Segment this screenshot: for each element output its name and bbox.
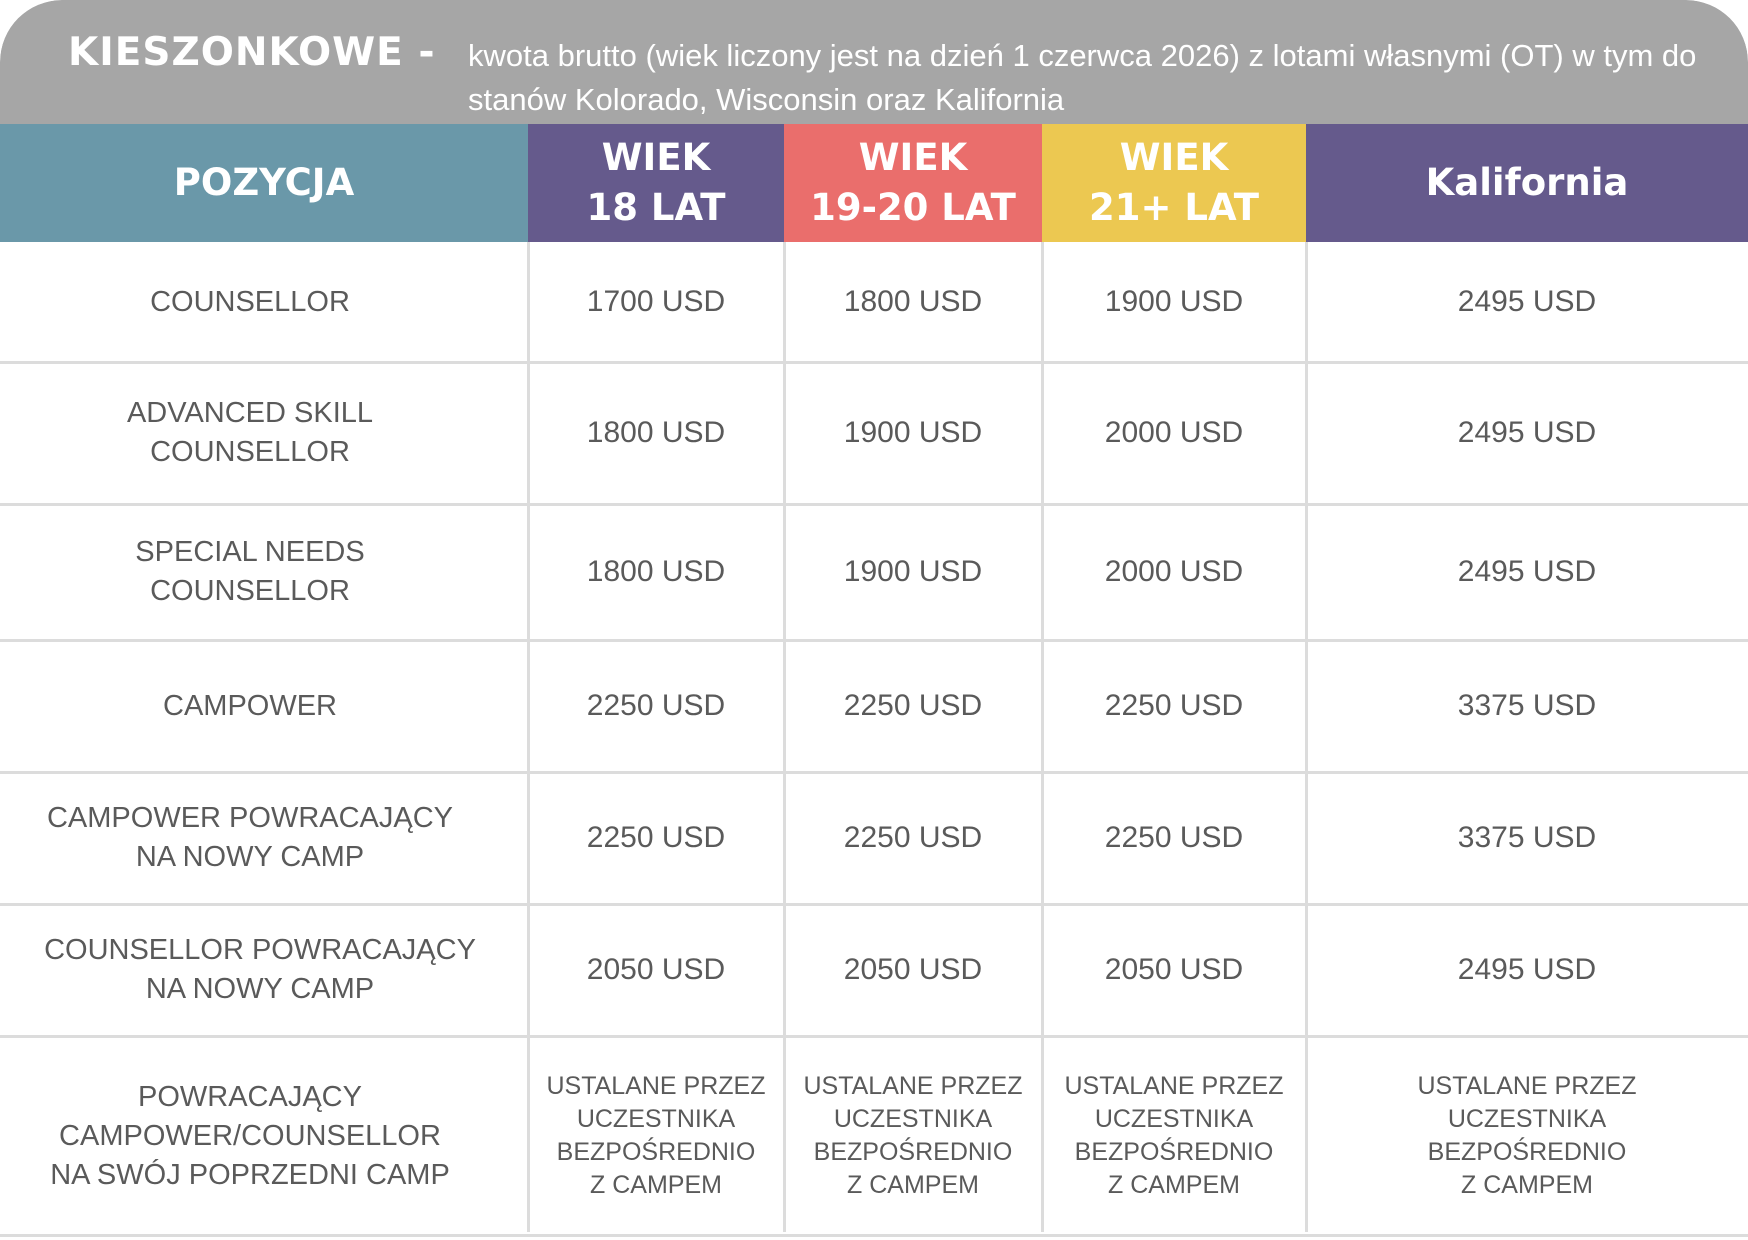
table-row	[0, 904, 1748, 1036]
header-wiek-21-line2: 21+ LAT	[1089, 186, 1259, 229]
header-wiek-21-line1: WIEK	[1119, 136, 1229, 179]
column-divider	[783, 242, 786, 1232]
header-wiek-18-line1: WIEK	[601, 136, 711, 179]
value-wiek-19-20: 2250 USD	[843, 821, 983, 854]
position-cell	[0, 504, 500, 640]
row-divider	[0, 771, 1748, 774]
title-main: KIESZONKOWE -	[68, 30, 436, 75]
header-wiek-19-20-line1: WIEK	[858, 136, 968, 179]
position-line: CAMPOWER/COUNSELLOR	[59, 1119, 441, 1152]
table-row	[0, 1036, 1748, 1236]
title-subtitle: kwota brutto (wiek liczony jest na dzień 1 czerwca 2026) z lotami własnymi (OT) w tym do stanów Kolorado, Wisconsin oraz Kalifornia	[468, 38, 1697, 117]
table-row	[0, 640, 1748, 772]
value-wiek-18: 2250 USD	[586, 689, 726, 722]
note-line: BEZPOŚREDNIO	[1427, 1138, 1627, 1166]
position-line: COUNSELLOR POWRACAJĄCY	[44, 934, 476, 966]
value-kalifornia: 2495 USD	[1457, 285, 1597, 318]
note-line: BEZPOŚREDNIO	[1074, 1138, 1274, 1166]
note-line: Z CAMPEM	[847, 1171, 979, 1199]
value-wiek-18: 1800 USD	[586, 416, 726, 449]
value-wiek-21: 1900 USD	[1104, 285, 1244, 318]
value-wiek-18: 2050 USD	[586, 953, 726, 986]
position-line: POWRACAJĄCY	[138, 1080, 362, 1113]
value-wiek-21: 2000 USD	[1104, 555, 1244, 588]
note-wiek-18	[528, 1036, 784, 1236]
position-line: COUNSELLOR	[150, 575, 350, 607]
note-line: Z CAMPEM	[1108, 1171, 1240, 1199]
position-line: NA SWÓJ POPRZEDNI CAMP	[50, 1158, 450, 1191]
note-line: BEZPOŚREDNIO	[813, 1138, 1013, 1166]
value-wiek-19-20: 2050 USD	[843, 953, 983, 986]
position-line: CAMPOWER	[163, 689, 337, 722]
column-divider	[1305, 242, 1308, 1232]
position-line: ADVANCED SKILL	[126, 397, 374, 429]
header-pozycja	[0, 124, 528, 242]
table-row	[0, 504, 1748, 640]
value-kalifornia: 2495 USD	[1457, 953, 1597, 986]
row-divider	[0, 1234, 1748, 1237]
value-wiek-21: 2250 USD	[1104, 821, 1244, 854]
note-line: UCZESTNIKA	[576, 1105, 736, 1133]
position-line: COUNSELLOR	[150, 285, 350, 318]
value-wiek-21: 2000 USD	[1104, 416, 1244, 449]
note-line: USTALANE PRZEZ	[1417, 1072, 1637, 1100]
header-kalifornia-label: Kalifornia	[1425, 161, 1629, 204]
note-kalifornia	[1306, 1036, 1748, 1236]
header-wiek-19-20-line2: 19-20 LAT	[810, 186, 1016, 229]
note-line: BEZPOŚREDNIO	[556, 1138, 756, 1166]
header-wiek-18-line2: 18 LAT	[586, 186, 726, 229]
position-cell	[0, 242, 500, 362]
title-bar	[0, 0, 1748, 124]
position-cell	[0, 362, 500, 504]
position-line: NA NOWY CAMP	[145, 973, 375, 1005]
value-wiek-19-20: 1900 USD	[843, 416, 983, 449]
note-line: UCZESTNIKA	[1094, 1105, 1254, 1133]
position-line: COUNSELLOR	[150, 436, 350, 468]
note-wiek-19-20	[784, 1036, 1042, 1236]
note-line: USTALANE PRZEZ	[803, 1072, 1023, 1100]
note-line: USTALANE PRZEZ	[546, 1072, 766, 1100]
value-wiek-18: 1800 USD	[586, 555, 726, 588]
table-header-row	[0, 124, 1748, 242]
row-divider	[0, 639, 1748, 642]
note-wiek-21	[1042, 1036, 1306, 1236]
column-divider	[527, 242, 530, 1232]
header-pozycja-label: POZYCJA	[173, 161, 355, 204]
value-wiek-19-20: 1800 USD	[843, 285, 983, 318]
position-line: SPECIAL NEEDS	[135, 536, 365, 568]
value-kalifornia: 3375 USD	[1457, 821, 1597, 854]
table-row	[0, 362, 1748, 504]
row-divider	[0, 1035, 1748, 1038]
table-row	[0, 772, 1748, 904]
position-cell	[0, 1036, 500, 1236]
position-cell	[0, 904, 520, 1036]
position-line: NA NOWY CAMP	[135, 841, 365, 873]
note-line: UCZESTNIKA	[1447, 1105, 1607, 1133]
column-divider	[1041, 242, 1044, 1232]
row-divider	[0, 903, 1748, 906]
position-cell	[0, 772, 500, 904]
row-divider	[0, 503, 1748, 506]
value-wiek-21: 2250 USD	[1104, 689, 1244, 722]
value-kalifornia: 3375 USD	[1457, 689, 1597, 722]
note-line: Z CAMPEM	[1461, 1171, 1593, 1199]
header-wiek-18	[528, 124, 784, 242]
note-line: Z CAMPEM	[590, 1171, 722, 1199]
header-wiek-19-20	[784, 124, 1042, 242]
value-kalifornia: 2495 USD	[1457, 555, 1597, 588]
note-line: UCZESTNIKA	[833, 1105, 993, 1133]
value-wiek-19-20: 1900 USD	[843, 555, 983, 588]
value-kalifornia: 2495 USD	[1457, 416, 1597, 449]
row-divider	[0, 361, 1748, 364]
table-row	[0, 242, 1748, 362]
value-wiek-19-20: 2250 USD	[843, 689, 983, 722]
value-wiek-18: 2250 USD	[586, 821, 726, 854]
position-line: CAMPOWER POWRACAJĄCY	[46, 802, 454, 834]
note-line: USTALANE PRZEZ	[1064, 1072, 1284, 1100]
value-wiek-18: 1700 USD	[586, 285, 726, 318]
position-cell	[0, 640, 500, 772]
value-wiek-21: 2050 USD	[1104, 953, 1244, 986]
header-kalifornia	[1306, 124, 1748, 242]
header-wiek-21	[1042, 124, 1306, 242]
